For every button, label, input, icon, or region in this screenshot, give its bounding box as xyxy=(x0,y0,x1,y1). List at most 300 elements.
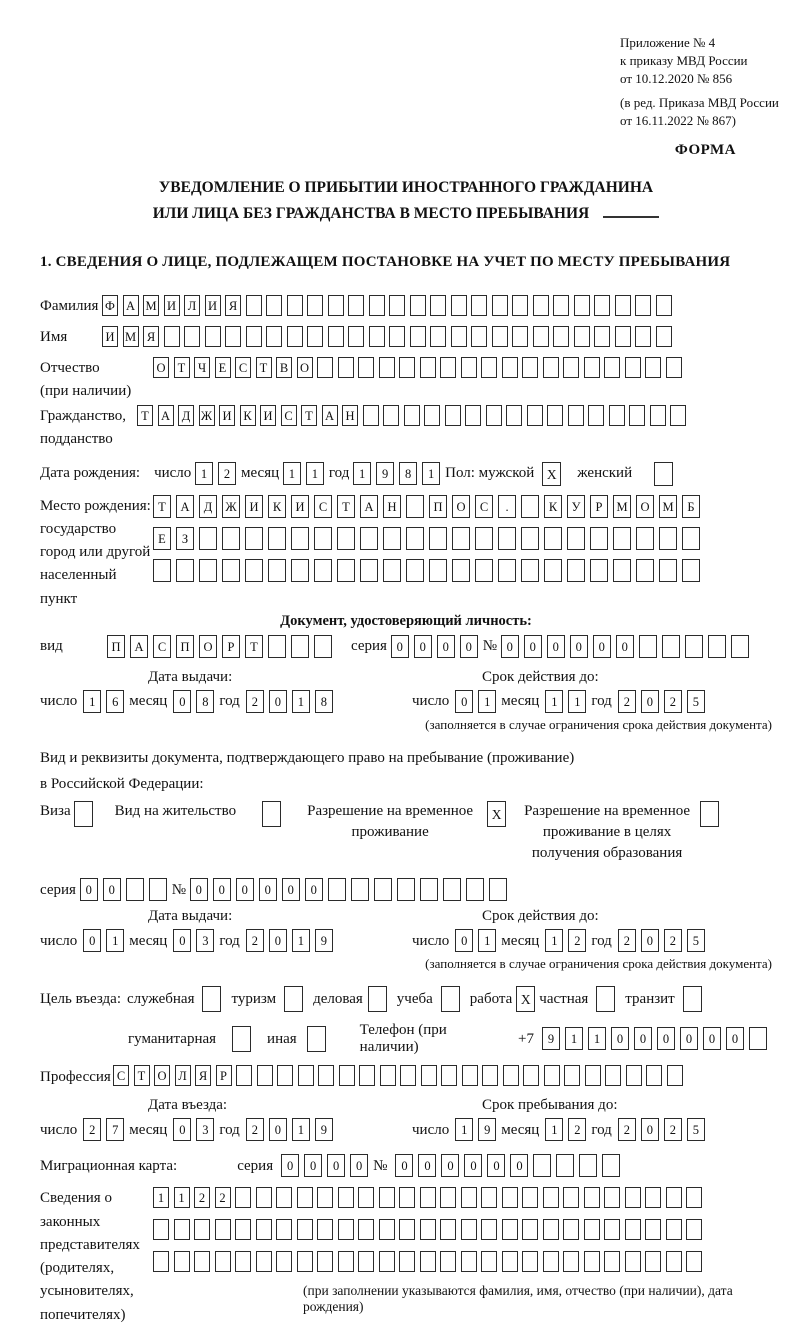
char-cell[interactable]: 0 xyxy=(327,1154,345,1177)
char-cell[interactable] xyxy=(604,1251,620,1272)
char-cell[interactable]: В xyxy=(276,357,292,378)
char-cell[interactable]: Д xyxy=(178,405,194,426)
char-cell[interactable] xyxy=(590,559,608,582)
char-cell[interactable] xyxy=(397,878,415,901)
char-cell[interactable] xyxy=(656,295,672,316)
char-cell[interactable] xyxy=(410,295,426,316)
char-cell[interactable] xyxy=(502,1219,518,1240)
char-cell[interactable]: 0 xyxy=(611,1027,629,1050)
char-cell[interactable]: 0 xyxy=(510,1154,528,1177)
char-cell[interactable]: 1 xyxy=(565,1027,583,1050)
char-cell[interactable] xyxy=(666,1187,682,1208)
char-cell[interactable] xyxy=(153,1251,169,1272)
char-cell[interactable]: О xyxy=(199,635,217,658)
char-cell[interactable] xyxy=(625,357,641,378)
char-cell[interactable] xyxy=(533,1154,551,1177)
char-cell[interactable] xyxy=(410,326,426,347)
char-cell[interactable] xyxy=(629,405,645,426)
char-cell[interactable] xyxy=(215,1251,231,1272)
char-cell[interactable] xyxy=(590,527,608,550)
char-cell[interactable] xyxy=(639,635,657,658)
char-cell[interactable]: 1 xyxy=(545,1118,563,1141)
char-cell[interactable] xyxy=(466,878,484,901)
char-cell[interactable] xyxy=(461,1219,477,1240)
char-cell[interactable] xyxy=(184,326,200,347)
char-cell[interactable]: 0 xyxy=(641,690,659,713)
char-cell[interactable] xyxy=(358,357,374,378)
char-cell[interactable]: Р xyxy=(590,495,608,518)
char-cell[interactable] xyxy=(153,559,171,582)
char-cell[interactable]: 1 xyxy=(455,1118,473,1141)
char-cell[interactable] xyxy=(194,1219,210,1240)
purpose-work-checkbox[interactable]: X xyxy=(516,986,535,1012)
char-cell[interactable] xyxy=(276,1187,292,1208)
char-cell[interactable] xyxy=(199,527,217,550)
residence-permit-checkbox[interactable] xyxy=(262,801,281,827)
char-cell[interactable] xyxy=(568,405,584,426)
char-cell[interactable]: К xyxy=(268,495,286,518)
char-cell[interactable] xyxy=(521,527,539,550)
char-cell[interactable]: 2 xyxy=(568,929,586,952)
char-cell[interactable] xyxy=(379,357,395,378)
char-cell[interactable] xyxy=(523,1065,539,1086)
char-cell[interactable] xyxy=(406,495,424,518)
char-cell[interactable]: 0 xyxy=(634,1027,652,1050)
char-cell[interactable]: 1 xyxy=(283,462,301,485)
char-cell[interactable]: М xyxy=(613,495,631,518)
purpose-official-checkbox[interactable] xyxy=(202,986,221,1012)
char-cell[interactable]: 0 xyxy=(441,1154,459,1177)
char-cell[interactable]: 7 xyxy=(106,1118,124,1141)
char-cell[interactable] xyxy=(317,1187,333,1208)
char-cell[interactable] xyxy=(574,295,590,316)
char-cell[interactable]: 0 xyxy=(464,1154,482,1177)
char-cell[interactable]: Я xyxy=(143,326,159,347)
char-cell[interactable] xyxy=(563,357,579,378)
char-cell[interactable]: . xyxy=(498,495,516,518)
char-cell[interactable] xyxy=(604,357,620,378)
char-cell[interactable] xyxy=(556,1154,574,1177)
char-cell[interactable] xyxy=(276,1251,292,1272)
char-cell[interactable]: 1 xyxy=(422,462,440,485)
char-cell[interactable] xyxy=(451,295,467,316)
char-cell[interactable] xyxy=(245,559,263,582)
char-cell[interactable] xyxy=(625,1187,641,1208)
char-cell[interactable] xyxy=(636,527,654,550)
char-cell[interactable] xyxy=(521,495,539,518)
char-cell[interactable]: Т xyxy=(134,1065,150,1086)
char-cell[interactable] xyxy=(563,1219,579,1240)
char-cell[interactable] xyxy=(389,295,405,316)
char-cell[interactable] xyxy=(609,405,625,426)
temp-residence-checkbox[interactable]: X xyxy=(487,801,506,827)
char-cell[interactable]: Ж xyxy=(222,495,240,518)
char-cell[interactable]: 1 xyxy=(545,929,563,952)
char-cell[interactable]: 1 xyxy=(568,690,586,713)
char-cell[interactable] xyxy=(297,1219,313,1240)
char-cell[interactable] xyxy=(328,295,344,316)
char-cell[interactable] xyxy=(547,405,563,426)
char-cell[interactable] xyxy=(666,357,682,378)
char-cell[interactable] xyxy=(225,326,241,347)
char-cell[interactable]: 0 xyxy=(173,1118,191,1141)
char-cell[interactable] xyxy=(348,326,364,347)
char-cell[interactable]: И xyxy=(245,495,263,518)
char-cell[interactable] xyxy=(502,1187,518,1208)
char-cell[interactable]: Т xyxy=(153,495,171,518)
char-cell[interactable]: И xyxy=(205,295,221,316)
char-cell[interactable] xyxy=(406,527,424,550)
char-cell[interactable] xyxy=(246,326,262,347)
char-cell[interactable]: П xyxy=(107,635,125,658)
char-cell[interactable] xyxy=(174,1251,190,1272)
char-cell[interactable] xyxy=(584,1219,600,1240)
char-cell[interactable]: Т xyxy=(174,357,190,378)
char-cell[interactable] xyxy=(443,878,461,901)
char-cell[interactable]: А xyxy=(130,635,148,658)
char-cell[interactable]: 0 xyxy=(350,1154,368,1177)
char-cell[interactable] xyxy=(406,559,424,582)
char-cell[interactable] xyxy=(268,559,286,582)
char-cell[interactable] xyxy=(481,1251,497,1272)
char-cell[interactable]: 5 xyxy=(687,929,705,952)
char-cell[interactable] xyxy=(314,527,332,550)
char-cell[interactable]: К xyxy=(240,405,256,426)
char-cell[interactable]: 1 xyxy=(292,929,310,952)
char-cell[interactable] xyxy=(567,559,585,582)
char-cell[interactable] xyxy=(512,295,528,316)
char-cell[interactable]: П xyxy=(429,495,447,518)
char-cell[interactable] xyxy=(579,1154,597,1177)
char-cell[interactable] xyxy=(174,1219,190,1240)
char-cell[interactable] xyxy=(452,527,470,550)
purpose-humanitarian-checkbox[interactable] xyxy=(232,1026,251,1052)
char-cell[interactable] xyxy=(297,1251,313,1272)
char-cell[interactable] xyxy=(594,326,610,347)
char-cell[interactable] xyxy=(348,295,364,316)
char-cell[interactable]: О xyxy=(636,495,654,518)
char-cell[interactable]: Ф xyxy=(102,295,118,316)
char-cell[interactable] xyxy=(266,295,282,316)
purpose-private-checkbox[interactable] xyxy=(596,986,615,1012)
char-cell[interactable]: 0 xyxy=(269,929,287,952)
char-cell[interactable] xyxy=(451,326,467,347)
char-cell[interactable] xyxy=(708,635,726,658)
char-cell[interactable] xyxy=(266,326,282,347)
char-cell[interactable] xyxy=(615,295,631,316)
char-cell[interactable] xyxy=(749,1027,767,1050)
char-cell[interactable]: Т xyxy=(256,357,272,378)
char-cell[interactable] xyxy=(602,1154,620,1177)
char-cell[interactable]: Я xyxy=(195,1065,211,1086)
char-cell[interactable] xyxy=(613,559,631,582)
char-cell[interactable] xyxy=(383,527,401,550)
char-cell[interactable]: И xyxy=(164,295,180,316)
char-cell[interactable]: И xyxy=(219,405,235,426)
char-cell[interactable] xyxy=(482,1065,498,1086)
char-cell[interactable] xyxy=(337,527,355,550)
char-cell[interactable] xyxy=(430,295,446,316)
char-cell[interactable]: 6 xyxy=(106,690,124,713)
char-cell[interactable] xyxy=(635,326,651,347)
char-cell[interactable] xyxy=(604,1219,620,1240)
char-cell[interactable] xyxy=(287,326,303,347)
char-cell[interactable] xyxy=(489,878,507,901)
char-cell[interactable]: 1 xyxy=(195,462,213,485)
char-cell[interactable] xyxy=(659,527,677,550)
char-cell[interactable]: 1 xyxy=(478,690,496,713)
char-cell[interactable]: 0 xyxy=(501,635,519,658)
char-cell[interactable] xyxy=(389,326,405,347)
char-cell[interactable]: 8 xyxy=(399,462,417,485)
char-cell[interactable]: 2 xyxy=(618,929,636,952)
purpose-other-checkbox[interactable] xyxy=(307,1026,326,1052)
char-cell[interactable]: А xyxy=(322,405,338,426)
char-cell[interactable]: 0 xyxy=(281,1154,299,1177)
char-cell[interactable] xyxy=(656,326,672,347)
char-cell[interactable] xyxy=(462,1065,478,1086)
char-cell[interactable]: 0 xyxy=(460,635,478,658)
char-cell[interactable] xyxy=(369,295,385,316)
char-cell[interactable]: А xyxy=(123,295,139,316)
char-cell[interactable] xyxy=(544,527,562,550)
char-cell[interactable]: 1 xyxy=(153,1187,169,1208)
char-cell[interactable] xyxy=(615,326,631,347)
char-cell[interactable] xyxy=(317,1219,333,1240)
char-cell[interactable] xyxy=(245,527,263,550)
char-cell[interactable] xyxy=(543,357,559,378)
char-cell[interactable]: 8 xyxy=(196,690,214,713)
char-cell[interactable] xyxy=(149,878,167,901)
char-cell[interactable] xyxy=(399,1251,415,1272)
char-cell[interactable] xyxy=(400,1065,416,1086)
char-cell[interactable] xyxy=(522,1219,538,1240)
char-cell[interactable] xyxy=(635,295,651,316)
char-cell[interactable] xyxy=(314,635,332,658)
char-cell[interactable] xyxy=(360,559,378,582)
char-cell[interactable]: 0 xyxy=(455,690,473,713)
char-cell[interactable] xyxy=(522,1251,538,1272)
char-cell[interactable] xyxy=(257,1065,273,1086)
char-cell[interactable]: Л xyxy=(184,295,200,316)
char-cell[interactable] xyxy=(667,1065,683,1086)
char-cell[interactable] xyxy=(318,1065,334,1086)
char-cell[interactable]: 9 xyxy=(315,1118,333,1141)
char-cell[interactable]: 0 xyxy=(391,635,409,658)
char-cell[interactable]: О xyxy=(154,1065,170,1086)
char-cell[interactable]: 1 xyxy=(292,690,310,713)
char-cell[interactable] xyxy=(424,405,440,426)
char-cell[interactable] xyxy=(636,559,654,582)
char-cell[interactable]: 0 xyxy=(726,1027,744,1050)
char-cell[interactable] xyxy=(126,878,144,901)
char-cell[interactable] xyxy=(645,1251,661,1272)
char-cell[interactable] xyxy=(492,326,508,347)
char-cell[interactable] xyxy=(686,1219,702,1240)
char-cell[interactable] xyxy=(176,559,194,582)
char-cell[interactable] xyxy=(588,405,604,426)
char-cell[interactable] xyxy=(339,1065,355,1086)
char-cell[interactable] xyxy=(199,559,217,582)
char-cell[interactable]: М xyxy=(143,295,159,316)
char-cell[interactable]: 1 xyxy=(292,1118,310,1141)
char-cell[interactable] xyxy=(420,1219,436,1240)
char-cell[interactable] xyxy=(645,357,661,378)
char-cell[interactable] xyxy=(194,1251,210,1272)
char-cell[interactable]: М xyxy=(123,326,139,347)
char-cell[interactable] xyxy=(646,1065,662,1086)
char-cell[interactable]: 2 xyxy=(246,1118,264,1141)
char-cell[interactable] xyxy=(363,405,379,426)
char-cell[interactable] xyxy=(338,1251,354,1272)
char-cell[interactable]: 2 xyxy=(664,1118,682,1141)
char-cell[interactable]: 2 xyxy=(215,1187,231,1208)
char-cell[interactable] xyxy=(153,1219,169,1240)
char-cell[interactable] xyxy=(338,1219,354,1240)
char-cell[interactable]: П xyxy=(176,635,194,658)
char-cell[interactable]: 0 xyxy=(524,635,542,658)
char-cell[interactable] xyxy=(522,357,538,378)
char-cell[interactable]: 1 xyxy=(588,1027,606,1050)
char-cell[interactable] xyxy=(553,295,569,316)
char-cell[interactable]: 0 xyxy=(641,929,659,952)
char-cell[interactable] xyxy=(544,1065,560,1086)
char-cell[interactable]: 2 xyxy=(664,690,682,713)
char-cell[interactable]: 8 xyxy=(315,690,333,713)
char-cell[interactable] xyxy=(659,559,677,582)
char-cell[interactable] xyxy=(307,326,323,347)
char-cell[interactable] xyxy=(533,295,549,316)
edu-residence-checkbox[interactable] xyxy=(700,801,719,827)
char-cell[interactable]: Е xyxy=(153,527,171,550)
char-cell[interactable] xyxy=(383,405,399,426)
char-cell[interactable] xyxy=(486,405,502,426)
char-cell[interactable] xyxy=(351,878,369,901)
char-cell[interactable]: 0 xyxy=(83,929,101,952)
char-cell[interactable] xyxy=(307,295,323,316)
char-cell[interactable] xyxy=(268,635,286,658)
char-cell[interactable] xyxy=(276,1219,292,1240)
char-cell[interactable]: Т xyxy=(301,405,317,426)
char-cell[interactable] xyxy=(256,1251,272,1272)
char-cell[interactable] xyxy=(465,405,481,426)
char-cell[interactable] xyxy=(471,326,487,347)
char-cell[interactable] xyxy=(682,559,700,582)
char-cell[interactable] xyxy=(492,295,508,316)
char-cell[interactable] xyxy=(543,1219,559,1240)
char-cell[interactable] xyxy=(440,1219,456,1240)
char-cell[interactable]: С xyxy=(475,495,493,518)
char-cell[interactable] xyxy=(471,295,487,316)
char-cell[interactable] xyxy=(287,295,303,316)
char-cell[interactable] xyxy=(605,1065,621,1086)
char-cell[interactable] xyxy=(222,559,240,582)
char-cell[interactable] xyxy=(461,357,477,378)
char-cell[interactable] xyxy=(291,559,309,582)
char-cell[interactable] xyxy=(222,527,240,550)
char-cell[interactable] xyxy=(380,1065,396,1086)
char-cell[interactable] xyxy=(645,1219,661,1240)
char-cell[interactable] xyxy=(358,1219,374,1240)
char-cell[interactable] xyxy=(522,1187,538,1208)
char-cell[interactable] xyxy=(256,1219,272,1240)
char-cell[interactable] xyxy=(613,527,631,550)
char-cell[interactable]: У xyxy=(567,495,585,518)
char-cell[interactable] xyxy=(328,326,344,347)
char-cell[interactable] xyxy=(625,1219,641,1240)
char-cell[interactable] xyxy=(498,559,516,582)
char-cell[interactable] xyxy=(338,1187,354,1208)
char-cell[interactable]: О xyxy=(297,357,313,378)
char-cell[interactable] xyxy=(461,1251,477,1272)
char-cell[interactable] xyxy=(430,326,446,347)
char-cell[interactable] xyxy=(358,1251,374,1272)
char-cell[interactable] xyxy=(404,405,420,426)
char-cell[interactable] xyxy=(399,357,415,378)
char-cell[interactable] xyxy=(502,357,518,378)
char-cell[interactable]: Т xyxy=(245,635,263,658)
char-cell[interactable]: А xyxy=(176,495,194,518)
char-cell[interactable]: 1 xyxy=(83,690,101,713)
char-cell[interactable]: 2 xyxy=(83,1118,101,1141)
char-cell[interactable] xyxy=(236,1065,252,1086)
char-cell[interactable]: И xyxy=(291,495,309,518)
char-cell[interactable]: 9 xyxy=(376,462,394,485)
char-cell[interactable] xyxy=(291,527,309,550)
char-cell[interactable] xyxy=(502,1251,518,1272)
char-cell[interactable] xyxy=(383,559,401,582)
char-cell[interactable]: 0 xyxy=(703,1027,721,1050)
char-cell[interactable]: Д xyxy=(199,495,217,518)
char-cell[interactable]: 0 xyxy=(304,1154,322,1177)
char-cell[interactable]: 0 xyxy=(593,635,611,658)
char-cell[interactable] xyxy=(585,1065,601,1086)
char-cell[interactable] xyxy=(360,527,378,550)
char-cell[interactable]: 2 xyxy=(664,929,682,952)
char-cell[interactable] xyxy=(205,326,221,347)
char-cell[interactable]: 5 xyxy=(687,690,705,713)
purpose-tourism-checkbox[interactable] xyxy=(284,986,303,1012)
char-cell[interactable]: 0 xyxy=(305,878,323,901)
char-cell[interactable] xyxy=(317,357,333,378)
char-cell[interactable]: С xyxy=(153,635,171,658)
char-cell[interactable]: Б xyxy=(682,495,700,518)
char-cell[interactable] xyxy=(461,1187,477,1208)
char-cell[interactable]: 0 xyxy=(437,635,455,658)
char-cell[interactable] xyxy=(626,1065,642,1086)
char-cell[interactable]: 5 xyxy=(687,1118,705,1141)
char-cell[interactable] xyxy=(650,405,666,426)
char-cell[interactable]: 2 xyxy=(218,462,236,485)
char-cell[interactable]: 0 xyxy=(616,635,634,658)
char-cell[interactable] xyxy=(731,635,749,658)
char-cell[interactable] xyxy=(682,527,700,550)
char-cell[interactable]: 0 xyxy=(213,878,231,901)
char-cell[interactable]: 1 xyxy=(174,1187,190,1208)
char-cell[interactable] xyxy=(445,405,461,426)
char-cell[interactable] xyxy=(521,559,539,582)
char-cell[interactable] xyxy=(686,1251,702,1272)
char-cell[interactable] xyxy=(328,878,346,901)
char-cell[interactable]: 0 xyxy=(80,878,98,901)
char-cell[interactable] xyxy=(594,295,610,316)
char-cell[interactable]: Т xyxy=(337,495,355,518)
char-cell[interactable]: С xyxy=(314,495,332,518)
char-cell[interactable] xyxy=(481,357,497,378)
char-cell[interactable]: 0 xyxy=(455,929,473,952)
char-cell[interactable] xyxy=(317,1251,333,1272)
char-cell[interactable] xyxy=(359,1065,375,1086)
